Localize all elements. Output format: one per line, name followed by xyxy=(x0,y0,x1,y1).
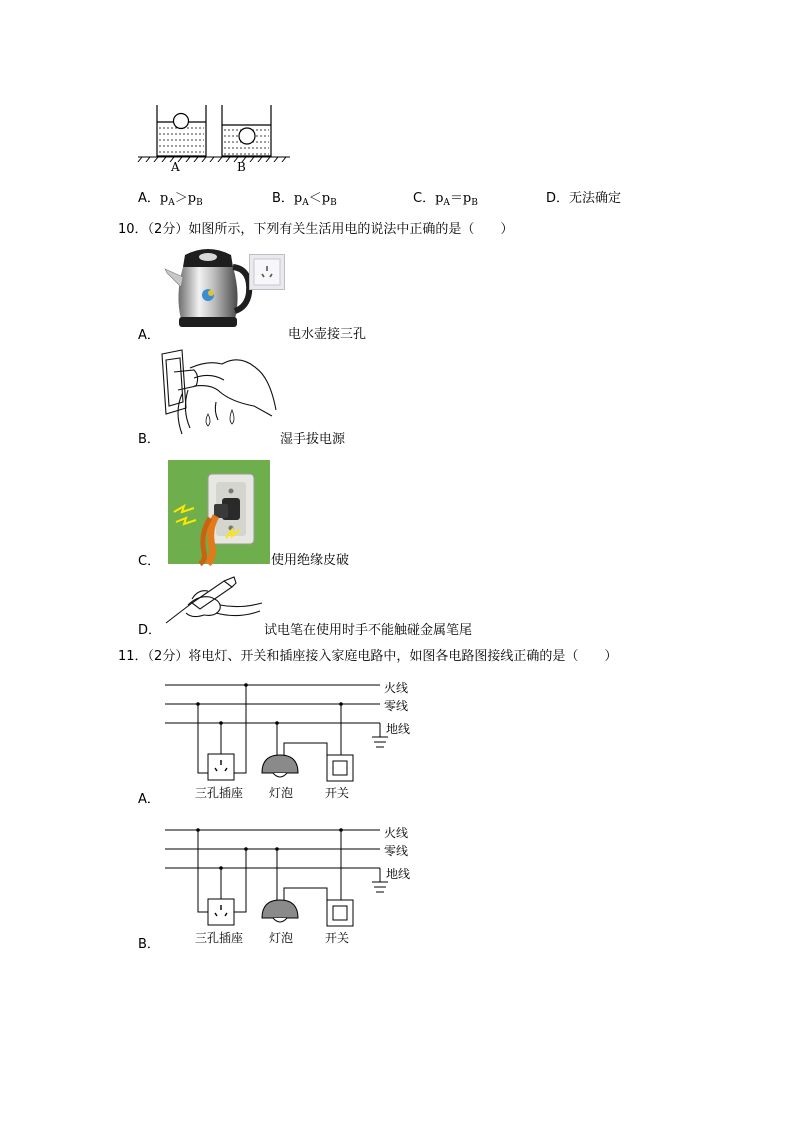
test-pen-image xyxy=(162,575,264,627)
lamp-symbol-b xyxy=(262,900,298,922)
socket-symbol-b xyxy=(215,905,227,916)
circuit-diagram-b xyxy=(160,820,390,935)
q10-option-b-letter[interactable]: B． xyxy=(138,432,160,447)
device-socket-label-a: 三孔插座 xyxy=(195,786,244,800)
q11-option-a-letter[interactable]: A． xyxy=(138,792,160,807)
q11-option-b-letter[interactable]: B． xyxy=(138,937,160,952)
device-lamp-label-b: 灯泡 xyxy=(269,931,294,945)
ground-line xyxy=(138,157,290,162)
wire-live-label-a: 火线 xyxy=(384,681,409,695)
q10-option-a-caption: 电水壶接三孔 xyxy=(288,327,367,342)
q10-option-d-letter[interactable]: D． xyxy=(138,623,162,638)
container-a xyxy=(157,105,206,156)
q10-option-b-caption: 湿手拔电源 xyxy=(280,432,346,447)
lamp-symbol-a xyxy=(262,755,298,777)
wire-live-label-b: 火线 xyxy=(384,826,409,840)
device-switch-label-b: 开关 xyxy=(325,931,350,945)
q9-option-c[interactable]: C．$p_A=p_B$ xyxy=(413,191,478,208)
wire-neutral-label-a: 零线 xyxy=(384,699,409,713)
circuit-diagram-a xyxy=(160,675,390,790)
damaged-plug-image xyxy=(168,460,270,564)
device-socket-label-b: 三孔插座 xyxy=(195,931,244,945)
q10-option-c-caption: 使用绝缘皮破 xyxy=(271,553,350,568)
q10-option-c-letter[interactable]: C． xyxy=(138,554,161,569)
container-b-label: B xyxy=(237,160,246,174)
wire-earth-label-a: 地线 xyxy=(386,722,411,736)
q9-option-a[interactable]: A．$p_A>p_B$ xyxy=(138,191,203,208)
wire-earth-label-b: 地线 xyxy=(386,867,411,881)
kettle-image xyxy=(163,245,253,330)
container-a-label: A xyxy=(171,160,180,174)
q10-option-d-caption: 试电笔在使用时手不能触碰金属笔尾 xyxy=(264,623,473,638)
device-switch-label-a: 开关 xyxy=(325,786,350,800)
containers-figure xyxy=(138,100,298,170)
device-lamp-label-a: 灯泡 xyxy=(269,786,294,800)
container-b xyxy=(222,105,271,156)
socket-symbol-a xyxy=(215,760,227,771)
q9-option-b[interactable]: B．$p_A<p_B$ xyxy=(272,191,337,208)
wet-hand-unplug-image xyxy=(160,350,280,436)
q11-stem: 11．（2分）将电灯、开关和插座接入家庭电路中，如图各电路图接线正确的是（ ） xyxy=(118,649,618,664)
q9-option-d[interactable]: D．无法确定 xyxy=(546,191,622,206)
q10-stem: 10．（2分）如图所示，下列有关生活用电的说法中正确的是（ ） xyxy=(118,222,514,237)
three-hole-socket-image xyxy=(249,254,285,290)
q10-option-a-letter[interactable]: A． xyxy=(138,328,160,343)
wire-neutral-label-b: 零线 xyxy=(384,844,409,858)
